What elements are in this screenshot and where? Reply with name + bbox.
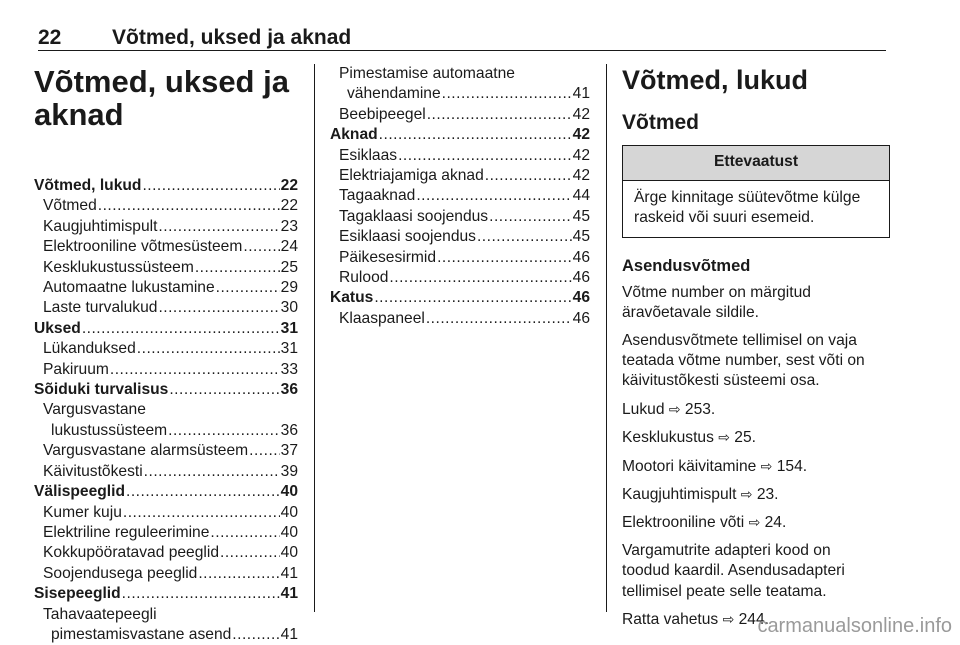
toc-entry[interactable] xyxy=(34,543,298,563)
arrow-right-icon: ⇨ xyxy=(718,429,730,446)
toc-page-number: 25 xyxy=(280,258,298,276)
toc-entry[interactable] xyxy=(34,217,298,237)
toc-leader-dots xyxy=(122,584,280,604)
caution-line: raskeid või suuri esemeid. xyxy=(634,209,815,227)
toc-leader-dots xyxy=(477,227,572,247)
toc-entry-title: Aknad xyxy=(330,126,378,144)
toc-entry[interactable] xyxy=(330,227,590,247)
toc-entry-title: Käivitustõkesti xyxy=(43,462,143,480)
paragraph-line: Vargamutrite adapteri kood on xyxy=(622,541,831,559)
toc-entry[interactable] xyxy=(330,146,590,166)
caution-text xyxy=(623,181,889,237)
toc-entry[interactable] xyxy=(34,564,298,584)
toc-leader-dots xyxy=(398,146,572,166)
paragraph xyxy=(622,283,886,324)
cross-reference[interactable] xyxy=(622,427,886,448)
toc-entry-title: Päikesesirmid xyxy=(339,248,437,266)
toc-entry-title: Elektrooniline võtmesüsteem xyxy=(43,238,243,256)
toc-entry-title: Esiklaas xyxy=(339,146,398,164)
toc-entry-title: Automaatne lukustamine xyxy=(43,279,215,297)
toc-leader-dots xyxy=(442,84,572,104)
content-column xyxy=(622,64,886,631)
reference-text: Ratta vahetus xyxy=(622,611,723,629)
subsection-heading: Võtmed xyxy=(622,111,700,134)
paragraph-line: teatada võtme number, sest võti on xyxy=(622,352,865,370)
toc-page-number: 36 xyxy=(280,381,298,399)
reference-text: Kesklukustus xyxy=(622,429,719,447)
reference-page: 24. xyxy=(760,514,787,532)
reference-page: 25. xyxy=(729,429,756,447)
toc-entry-title: Lükanduksed xyxy=(43,340,136,358)
reference-text: Elektrooniline võti xyxy=(622,514,749,532)
toc-page-number: 42 xyxy=(572,146,590,164)
paragraph xyxy=(622,331,886,392)
toc-entry[interactable] xyxy=(34,441,298,461)
reference-text: Kaugjuhtimispult xyxy=(622,486,741,504)
toc-entry[interactable] xyxy=(34,503,298,523)
toc-entry-title: Rulood xyxy=(339,269,389,287)
toc-page-number: 41 xyxy=(280,585,298,603)
paragraph-line: äravõetavale sildile. xyxy=(622,304,759,322)
toc-entry[interactable] xyxy=(330,105,590,125)
toc-leader-dots xyxy=(489,207,572,227)
reference-page: 154. xyxy=(772,457,808,475)
toc-page-number: 42 xyxy=(572,167,590,185)
toc-entry-title: vähendamine xyxy=(347,85,441,103)
toc-entry-title: Välispeeglid xyxy=(34,483,125,501)
toc-entry-title: Laste turvalukud xyxy=(43,299,158,317)
toc-section-entry[interactable] xyxy=(34,380,298,400)
toc-page-number: 22 xyxy=(280,177,298,194)
page-header xyxy=(38,24,886,51)
section-heading: Võtmed, lukud xyxy=(622,65,809,95)
toc-entry-title: Elektriajamiga aknad xyxy=(339,167,484,185)
toc-leader-dots xyxy=(249,441,280,461)
toc-entry[interactable] xyxy=(34,298,298,318)
toc-leader-dots xyxy=(126,482,280,502)
toc-entry[interactable] xyxy=(34,278,298,298)
toc-leader-dots xyxy=(243,237,279,257)
toc-leader-dots xyxy=(427,105,572,125)
toc-page-number: 39 xyxy=(280,462,298,480)
toc-leader-dots xyxy=(142,176,279,196)
toc-entry[interactable] xyxy=(330,248,590,268)
toc-page-number: 33 xyxy=(280,360,298,378)
toc-entry-title: Võtmed xyxy=(43,197,97,215)
toc-section-entry[interactable] xyxy=(34,319,298,339)
cross-reference[interactable] xyxy=(622,484,886,505)
toc-entry-title: Uksed xyxy=(34,319,81,337)
toc-page-number: 46 xyxy=(572,269,590,287)
toc-leader-dots xyxy=(98,196,280,216)
paragraph-line: käivitustõkesti süsteemi osa. xyxy=(622,372,820,390)
toc-entry-title: Klaaspaneel xyxy=(339,309,425,327)
toc-entry-title: Katus xyxy=(330,289,374,307)
toc-page-number: 41 xyxy=(572,85,590,103)
toc-leader-dots xyxy=(158,298,279,318)
toc-page-number: 30 xyxy=(280,299,298,317)
toc-page-number: 40 xyxy=(280,503,298,521)
toc-entry[interactable] xyxy=(34,258,298,278)
toc-entry-title: Tagaklaasi soojendus xyxy=(339,207,489,225)
toc-leader-dots xyxy=(169,380,279,400)
toc-page-number: 44 xyxy=(572,187,590,205)
arrow-right-icon: ⇨ xyxy=(722,611,735,628)
toc-leader-dots xyxy=(168,421,280,441)
toc-page-number: 31 xyxy=(280,340,298,358)
toc-entry[interactable] xyxy=(34,339,298,359)
reference-text: Mootori käivitamine xyxy=(622,457,761,475)
toc-leader-dots xyxy=(437,248,572,268)
chapter-title: Võtmed, uksed ja aknad xyxy=(112,26,352,49)
toc-leader-dots xyxy=(210,523,279,543)
toc-page-number: 40 xyxy=(280,523,298,541)
toc-section-entry[interactable] xyxy=(330,125,590,145)
toc-leader-dots xyxy=(389,268,571,288)
toc-leader-dots xyxy=(379,125,572,145)
arrow-right-icon: ⇨ xyxy=(760,457,773,474)
column-divider xyxy=(606,64,607,612)
toc-leader-dots xyxy=(110,360,280,380)
paragraph-line: Asendusvõtmete tellimisel on vaja xyxy=(622,331,857,349)
toc-leader-dots xyxy=(374,288,571,308)
toc-entry[interactable] xyxy=(34,360,298,380)
toc-page-number: 36 xyxy=(280,421,298,439)
toc-entry-title: Kumer kuju xyxy=(43,503,122,521)
toc-entry[interactable] xyxy=(34,421,298,441)
toc-leader-dots xyxy=(216,278,280,298)
toc-page-number: 22 xyxy=(280,197,298,215)
toc-entry[interactable] xyxy=(330,268,590,288)
toc-title-line: Võtmed, uksed ja xyxy=(34,64,289,99)
toc-list xyxy=(34,176,298,645)
cross-reference[interactable] xyxy=(622,512,886,533)
toc-entry-title: Sõiduki turvalisus xyxy=(34,381,169,399)
caution-title: Ettevaatust xyxy=(623,146,889,181)
arrow-right-icon: ⇨ xyxy=(748,514,761,531)
toc-leader-dots xyxy=(123,503,280,523)
toc-leader-dots xyxy=(137,339,280,359)
arrow-right-icon: ⇨ xyxy=(740,486,753,503)
toc-entry-title: Elektriline reguleerimine xyxy=(43,523,210,541)
toc-entry-title: Kaugjuhtimispult xyxy=(43,217,158,235)
toc-leader-dots xyxy=(416,186,571,206)
toc-entry-label: Tahavaatepeegli xyxy=(43,605,157,623)
toc-section-entry[interactable] xyxy=(34,176,298,196)
toc-section-entry[interactable] xyxy=(34,584,298,604)
content-body xyxy=(622,283,886,631)
toc-entry-title: Pakiruum xyxy=(43,360,109,378)
toc-page-number: 23 xyxy=(280,217,298,235)
toc-section-entry[interactable] xyxy=(330,288,590,308)
column-divider xyxy=(314,64,315,612)
paragraph xyxy=(622,541,886,602)
toc-page-number: 42 xyxy=(572,126,590,144)
toc-page-number: 40 xyxy=(280,544,298,562)
caution-box xyxy=(622,145,890,238)
toc-entry-label: Pimestamise automaatne xyxy=(339,65,515,82)
toc-entry-title: pimestamisvastane asend xyxy=(51,625,232,643)
toc-leader-dots xyxy=(82,319,280,339)
toc-entry-title: Võtmed, lukud xyxy=(34,177,142,194)
toc-section-entry[interactable] xyxy=(34,482,298,502)
toc-entry-title: Sisepeeglid xyxy=(34,585,121,603)
reference-page: 23. xyxy=(752,486,779,504)
cross-reference[interactable] xyxy=(622,399,886,420)
arrow-right-icon: ⇨ xyxy=(668,400,681,417)
toc-entry-title: Vargusvastane alarmsüsteem xyxy=(43,442,249,460)
toc-entry-title: Beebipeegel xyxy=(339,105,426,123)
toc-page-number: 29 xyxy=(280,279,298,297)
caution-line: Ärge kinnitage süütevõtme külge xyxy=(634,189,861,206)
toc-entry-title: Tagaaknad xyxy=(339,187,416,205)
toc-page-number: 40 xyxy=(280,483,298,501)
toc-page-number: 46 xyxy=(572,309,590,327)
toc-entry[interactable] xyxy=(34,237,298,257)
toc-leader-dots xyxy=(220,543,280,563)
toc-list xyxy=(330,64,590,329)
page-number: 22 xyxy=(38,26,62,49)
toc-column-2 xyxy=(330,64,590,329)
reference-text: Lukud xyxy=(622,400,669,418)
toc-leader-dots xyxy=(198,564,279,584)
toc-entry[interactable] xyxy=(330,186,590,206)
toc-entry-title: Soojendusega peeglid xyxy=(43,564,198,582)
toc-entry[interactable] xyxy=(34,523,298,543)
watermark: carmanualsonline.info xyxy=(757,615,952,637)
reference-page: 244. xyxy=(734,611,769,629)
cross-reference[interactable] xyxy=(622,456,886,477)
toc-leader-dots xyxy=(426,309,572,329)
toc-entry-label: Vargusvastane xyxy=(43,401,146,419)
toc-entry[interactable] xyxy=(330,84,590,104)
toc-entry-title: Kokkupööratavad peeglid xyxy=(43,544,219,562)
toc-entry-title: Kesklukustussüsteem xyxy=(43,258,194,276)
toc-entry[interactable] xyxy=(330,207,590,227)
paragraph-line: Võtme number on märgitud xyxy=(622,283,811,301)
toc-page-number: 45 xyxy=(572,228,590,246)
toc-page-number: 42 xyxy=(572,105,590,123)
toc-page-number: 37 xyxy=(280,442,298,460)
toc-page-number: 41 xyxy=(280,564,298,582)
toc-page-number: 24 xyxy=(280,238,298,256)
toc-entry-title: lukustussüsteem xyxy=(51,421,168,439)
toc-leader-dots xyxy=(144,462,280,482)
toc-entry[interactable] xyxy=(34,462,298,482)
paragraph-line: tellimisel peate selle teatama. xyxy=(622,582,827,600)
toc-column-1 xyxy=(34,64,298,645)
topic-heading: Asendusvõtmed xyxy=(622,256,751,275)
toc-entry[interactable] xyxy=(330,309,590,329)
toc-entry-title: Esiklaasi soojendus xyxy=(339,228,476,246)
toc-page-number: 31 xyxy=(280,319,298,337)
toc-leader-dots xyxy=(195,258,280,278)
toc-page-number: 46 xyxy=(572,248,590,266)
toc-leader-dots xyxy=(158,217,279,237)
toc-page-number: 45 xyxy=(572,207,590,225)
paragraph-line: toodud kaardil. Asendusadapteri xyxy=(622,562,845,580)
toc-page-number: 41 xyxy=(280,625,298,643)
toc-leader-dots xyxy=(485,166,572,186)
toc-entry[interactable] xyxy=(34,196,298,216)
reference-page: 253. xyxy=(680,400,716,418)
toc-page-number: 46 xyxy=(572,289,590,307)
toc-entry[interactable] xyxy=(330,166,590,186)
toc-title-line: aknad xyxy=(34,97,124,132)
